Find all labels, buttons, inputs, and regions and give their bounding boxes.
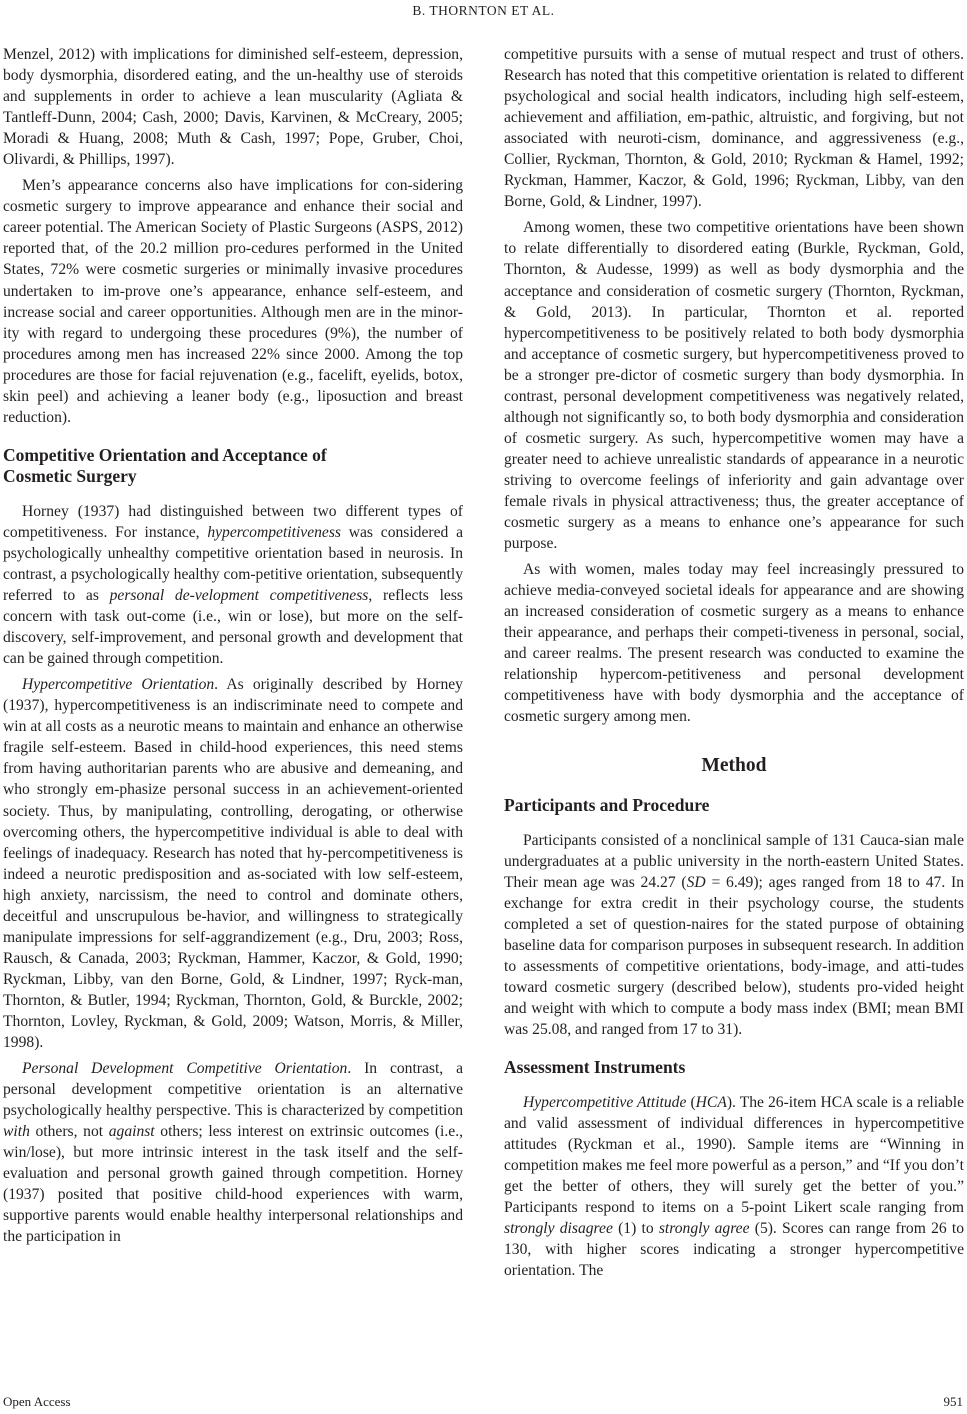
paragraph: Men’s appearance concerns also have implications for con-sidering cosmetic surgery to improve appearance and enhance their social and career potential. The American Society of Plastic Surgeons (ASPS, 2012) reported that, of the 20.2 million pro-cedures performed in the United States, 72% were cosmetic surgeries or minimally invasive procedures undertaken to im-prove one’s appearance, enhance self-esteem, and increase social and career opportunities. Although men are in the minor-ity with regard to undergoing these procedures (9%), the number of procedures among men has increased 22% since 2000. Among the top procedures are those for facial rejuvenation (e.g., facelift, eyelids, botox, skin peel) and achieving a leaner body (e.g., liposuction and breast reduction). [3, 177, 463, 426]
paragraph: Horney (1937) had distinguished between two different types of competitiveness. For instance, hypercompetitiveness was considered a psychologically unhealthy competitive orientation based in neurosis. In contrast, a psychologically healthy com-petitive orientation, subsequently referred to as personal de-velopment competitiveness, reflects less concern with task out-come (i.e., win or lose), but more on the self-discovery, self-improvement, and personal growth and development that can be gained through competition. [3, 502, 463, 668]
run-in-heading: Personal Development Competitive Orientation [22, 1060, 348, 1078]
run-in-heading: Hypercompetitive Attitude [523, 1093, 687, 1111]
page-number: 951 [943, 1394, 963, 1409]
paragraph: Participants consisted of a nonclinical sample of 131 Cauca-sian male undergraduates at a public university in the north-eastern United States. Their mean age was 24.27 (SD = 6.49); ages ranged from 18 to 47. In exchange for extra credit in their psychology course, the students completed a set of question-naires for the stated purpose of obtaining baseline data for comparison purposes in subsequent research. In addition to assessments of competitive orientations, body-image, and atti-tudes toward cosmetic surgery (described below), students pro-vided height and weight with which to compute a body mass index (BMI; mean BMI was 25.08, and ranged from 17 to 31). [504, 831, 964, 1038]
paragraph: Among women, these two competitive orientations have been shown to relate differentially to disordered eating (Burkle, Ryckman, Gold, Thornton, & Audesse, 1999) as well as body dysmorphia and the acceptance and consideration of cosmetic surgery (Thornton, Ryckman, & Gold, 2013). In particular, Thornton et al. reported hypercompetitiveness to be positively related to both body dysmorphia and acceptance of cosmetic surgery, but hypercompetitiveness proved to be a stronger pre-dictor of cosmetic surgery than body dysmorphia. In contrast, personal development competitiveness was negatively related, although not significantly so, to both body dysmorphia and consideration of cosmetic surgery. As such, hypercompetitive women may have a greater need to achieve unrealistic standards of appearance in a neurotic striving to overcome feelings of inferiority and gain advantage over female rivals in physical attractiveness; thus, the greater acceptance of cosmetic surgery as a means to enhance one’s appearance for such purpose. [504, 219, 964, 553]
paragraph: Hypercompetitive Attitude (HCA). The 26-item HCA scale is a reliable and valid assessment of individual differences in hypercompetitive attitudes (Ryckman et al., 1990). Sample items are “Winning in competition makes me feel more powerful as a person,” and “If you don’t get the better of others, they will surely get the better of you.” Participants respond to items on a 5-point Likert scale ranging from strongly disagree (1) to strongly agree (5). Scores can range from 26 to 130, with higher scores indicating a stronger hypercompetitive orientation. The [504, 1093, 965, 1280]
subsection-heading-assessment: Assessment Instruments [504, 1056, 686, 1077]
section-title-method: Method [701, 754, 767, 776]
section-heading-competitive-orientation [3, 445, 463, 487]
footer-open-access: Open Access [3, 1394, 71, 1409]
emphasis: HCA [695, 1093, 727, 1111]
heading-line: Competitive Orientation and Acceptance of [3, 444, 327, 465]
run-in-heading: Hypercompetitive Orientation [22, 676, 215, 694]
emphasis: personal de-velopment competitiveness [109, 587, 369, 605]
emphasis: with [3, 1123, 30, 1141]
heading-line: Cosmetic Surgery [3, 465, 137, 486]
running-head: B. THORNTON ET AL. [412, 3, 555, 18]
emphasis: against [108, 1123, 155, 1141]
left-column [3, 44, 463, 1252]
paragraph: Menzel, 2012) with implications for diminished self-esteem, depression, body dysmorphia, disordered eating, and the un-healthy use of steroids and supplements in order to achieve a lean muscularity (Agliata & Tantleff-Dunn, 2004; Cash, 2000; Davis, Karvinen, & McCreary, 2005; Moradi & Huang, 2008; Muth & Cash, 1997; Pope, Gruber, Choi, Olivardi, & Phillips, 1997). [3, 46, 463, 169]
emphasis: strongly agree [658, 1220, 750, 1238]
emphasis: strongly disagree [504, 1220, 613, 1238]
paragraph: Hypercompetitive Orientation. As originally described by Horney (1937), hypercompetitiveness is an indiscriminate need to compete and win at all costs as a neurotic means to maintain and enhance an otherwise fragile self-esteem. Based in child-hood experiences, this need stems from having authoritarian parents who are abusive and demeaning, and who strongly em-phasize personal success in an achievement-oriented society. Thus, by manipulating, controlling, derogating, or otherwise overcoming others, the hypercompetitive individual is able to deal with feelings of inadequacy. Research has noted that hy-percompetitiveness is indeed a neurotic predisposition and as-sociated with low self-esteem, high anxiety, narcissism, the need to control and dominate others, deceitful and unscrupulous be-havior, and willingness to strategically manipulate impressions for self-aggrandizement (e.g., Dru, 2003; Ross, Rausch, & Canada, 2003; Ryckman, Hammer, Kaczor, & Gold, 1990; Ryckman, Libby, van den Borne, Gold, & Lindner, 1997; Ryck-man, Thornton, & Butler, 1994; Ryckman, Thornton, Gold, & Burckle, 2002; Thornton, Lovley, Ryckman, & Gold, 2009; Watson, Morris, & Miller, 1998). [3, 676, 463, 1052]
emphasis: hypercompetitiveness [207, 523, 341, 541]
subsection-heading-participants: Participants and Procedure [504, 794, 710, 815]
paragraph: As with women, males today may feel increasingly pressured to achieve media-conveyed societal ideals for appearance and are showing an increased consideration of cosmetic surgery as a means to enhance their appearance, and perhaps their competi-tiveness in personal, social, and career realms. The present research was conducted to examine the relationship hypercom-petitiveness and personal development competitiveness have with body dysmorphia and the acceptance of cosmetic surgery among men. [504, 561, 964, 726]
emphasis: SD [686, 873, 706, 891]
right-column [504, 44, 964, 1286]
paragraph: Personal Development Competitive Orientation. In contrast, a personal development competitive orientation is an alternative psychologically healthy perspective. This is characterized by competition with others, not against others; less interest on extrinsic outcomes (i.e., win/lose), but more intrinsic interest in the task itself and the self-evaluation and personal growth gained through competition. Horney (1937) posited that positive child-hood experiences with warm, supportive parents would enable healthy interpersonal relationships and the participation in [3, 1060, 463, 1246]
paragraph: competitive pursuits with a sense of mutual respect and trust of others. Research has noted that this competitive orientation is related to different psychological and social health indicators, including high self-esteem, achievement and affiliation, em-pathic, altruistic, and forgiving, but not associated with neuroti-cism, dominance, and aggressiveness (e.g., Collier, Ryckman, Thornton, & Gold, 2010; Ryckman & Hamel, 1992; Ryckman, Hammer, Kaczor, & Gold, 1996; Ryckman, Libby, van den Borne, Gold, & Lindner, 1997). [504, 46, 964, 211]
